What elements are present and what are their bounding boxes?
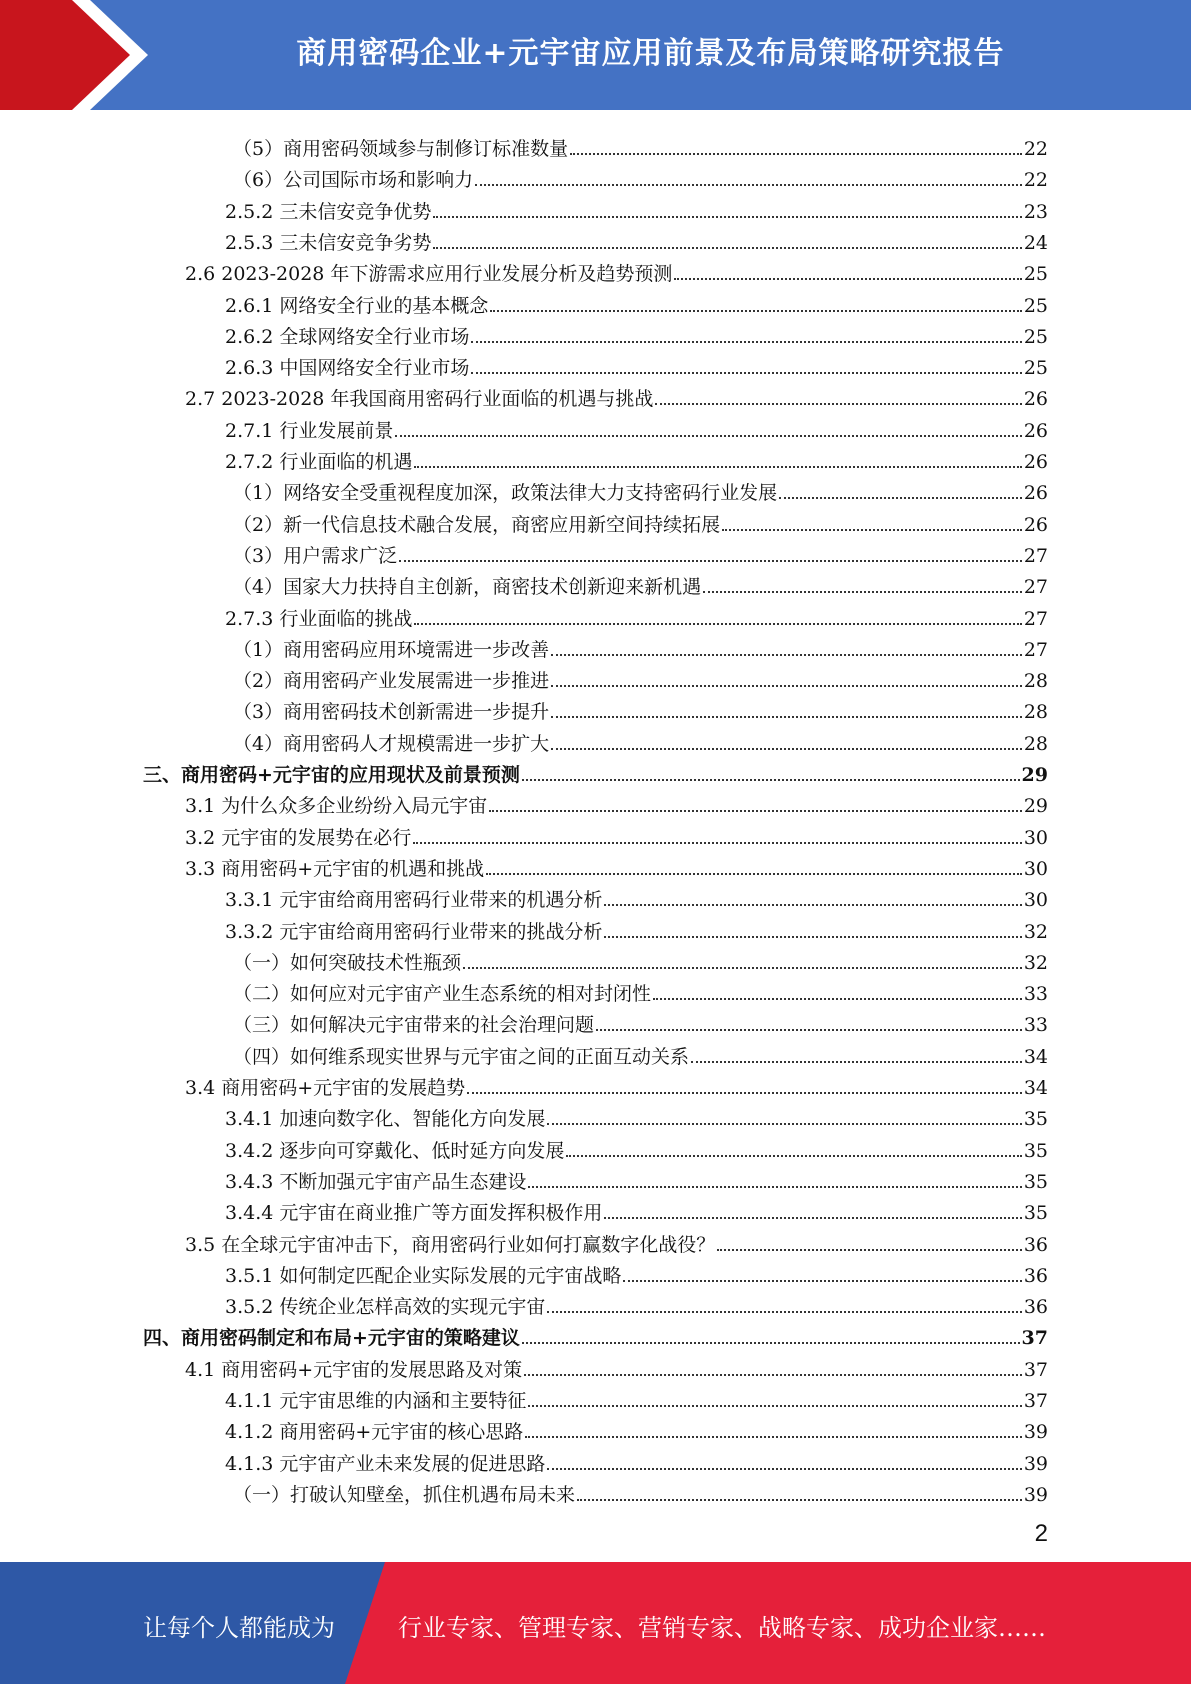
toc-dot-leader [471,372,1021,374]
toc-entry-page: 27 [1023,544,1048,567]
toc-entry[interactable] [225,348,1048,379]
toc-entry-label: 三、商用密码+元宇宙的应用现状及前景预测 [143,764,520,786]
toc-entry-page: 29 [1021,764,1048,786]
toc-dot-leader [528,1405,1021,1407]
toc-entry-label: （三）如何解决元宇宙带来的社会治理问题 [233,1014,595,1037]
toc-entry-page: 22 [1023,169,1048,192]
toc-dot-leader [433,216,1021,218]
toc-dot-leader [551,748,1022,750]
toc-entry-page: 37 [1021,1327,1048,1350]
toc-entry[interactable] [225,192,1048,223]
toc-entry[interactable] [233,1005,1048,1036]
toc-dot-leader [486,873,1022,875]
toc-dot-leader [604,904,1021,906]
toc-entry-label: （一）如何突破技术性瓶颈 [233,951,462,974]
toc-entry[interactable] [233,505,1048,536]
toc-dot-leader [547,1311,1021,1313]
toc-entry[interactable] [233,160,1048,191]
toc-entry[interactable] [185,254,1048,285]
toc-entry-label: （2）新一代信息技术融合发展，商密应用新空间持续拓展 [233,513,721,536]
toc-entry-label: （1）商用密码应用环境需进一步改善 [233,638,550,661]
toc-entry-page: 26 [1023,419,1048,442]
toc-entry-label: 3.1 为什么众多企业纷纷入局元宇宙 [185,795,488,818]
toc-entry-label: （1）网络安全受重视程度加深，政策法律大力支持密码行业发展 [233,482,778,505]
toc-dot-leader [433,247,1021,249]
toc-entry-page: 28 [1023,701,1048,724]
toc-entry[interactable] [225,317,1048,348]
page-number: 2 [1034,1520,1048,1547]
toc-dot-leader [623,1280,1021,1282]
toc-entry-page: 25 [1023,294,1048,317]
toc-entry[interactable] [185,849,1048,880]
toc-dot-leader [489,810,1022,812]
toc-dot-leader [490,310,1021,312]
toc-dot-leader [463,967,1022,969]
toc-entry[interactable] [185,818,1048,849]
toc-entry-label: （3）商用密码技术创新需进一步提升 [233,701,550,724]
toc-entry-page: 28 [1023,732,1048,755]
footer-expert-list: 行业专家、管理专家、营销专家、战略专家、成功企业家…… [398,1614,1046,1642]
toc-entry[interactable] [185,1225,1048,1256]
toc-entry-label: 2.7.1 行业发展前景 [225,419,394,442]
toc-entry[interactable] [143,1318,1048,1349]
toc-entry-label: 4.1.3 元宇宙产业未来发展的促进思路 [225,1452,546,1475]
toc-entry-page: 30 [1023,826,1048,849]
toc-entry[interactable] [225,1131,1048,1162]
toc-entry[interactable] [233,661,1048,692]
toc-entry[interactable] [225,1287,1048,1318]
toc-entry-label: 2.7.2 行业面临的机遇 [225,451,413,473]
toc-dot-leader [522,1342,1020,1344]
page-footer [0,1562,1191,1684]
page-header [0,0,1191,110]
toc-entry[interactable] [225,442,1048,473]
toc-entry-page: 25 [1023,357,1048,380]
toc-entry-label: （4）商用密码人才规模需进一步扩大 [233,732,550,755]
toc-dot-leader [475,184,1022,186]
toc-entry-label: 3.4.4 元宇宙在商业推广等方面发挥积极作用 [225,1202,603,1225]
toc-entry[interactable] [225,1381,1048,1412]
toc-dot-leader [522,779,1020,781]
toc-entry[interactable] [233,974,1048,1005]
toc-entry[interactable] [225,411,1048,442]
toc-dot-leader [674,278,1021,280]
toc-entry-page: 33 [1023,983,1048,1006]
toc-dot-leader [547,1468,1021,1470]
toc-entry-page: 36 [1023,1233,1048,1256]
toc-entry[interactable] [225,1193,1048,1224]
toc-entry-label: 3.2 元宇宙的发展势在必行 [185,826,412,849]
toc-entry-page: 27 [1023,576,1048,599]
toc-dot-leader [524,1374,1022,1376]
toc-entry-label: 2.6.3 中国网络安全行业市场 [225,357,470,380]
toc-entry-label: 3.5.2 传统企业怎样高效的实现元宇宙 [225,1296,546,1319]
toc-dot-leader [655,403,1021,405]
toc-entry-page: 36 [1023,1296,1048,1319]
toc-entry-label: 四、商用密码制定和布局+元宇宙的策略建议 [143,1327,520,1350]
toc-entry-label: （一）打破认知壁垒，抓住机遇布局未来 [233,1483,576,1506]
toc-entry-page: 34 [1023,1045,1048,1068]
toc-entry[interactable] [185,786,1048,817]
toc-entry[interactable] [185,1350,1048,1381]
toc-entry-label: （2）商用密码产业发展需进一步推进 [233,670,550,693]
toc-dot-leader [577,1499,1022,1501]
toc-dot-leader [547,1123,1021,1125]
toc-entry-label: 2.5.3 三未信安竞争劣势 [225,231,432,254]
toc-entry-page: 35 [1023,1170,1048,1193]
toc-entry[interactable] [233,1475,1048,1506]
toc-entry[interactable] [225,880,1048,911]
toc-entry[interactable] [225,223,1048,254]
toc-entry-page: 32 [1023,920,1048,943]
toc-entry[interactable] [233,692,1048,723]
toc-entry-page: 26 [1023,513,1048,536]
toc-entry-label: （四）如何维系现实世界与元宇宙之间的正面互动关系 [233,1045,690,1068]
toc-entry-page: 35 [1023,1202,1048,1225]
toc-entry-label: （5）商用密码领域参与制修订标准数量 [233,138,569,160]
toc-entry-label: （二）如何应对元宇宙产业生态系统的相对封闭性 [233,983,652,1006]
toc-dot-leader [570,153,1022,155]
toc-dot-leader [525,1436,1022,1438]
toc-dot-leader [551,716,1022,718]
toc-entry-page: 26 [1023,388,1048,411]
footer-slogan: 让每个人都能成为 [143,1614,335,1642]
toc-entry[interactable] [225,1412,1048,1443]
toc-dot-leader [722,529,1022,531]
toc-entry-page: 37 [1023,1358,1048,1381]
toc-entry[interactable] [233,724,1048,755]
toc-entry-page: 39 [1023,1483,1048,1506]
toc-dot-leader [414,466,1021,468]
toc-entry-page: 34 [1023,1077,1048,1099]
toc-entry[interactable] [225,912,1048,943]
toc-entry-page: 30 [1023,857,1048,880]
toc-dot-leader [395,435,1021,437]
toc-entry-label: 2.7.3 行业面临的挑战 [225,607,413,630]
toc-entry[interactable] [233,630,1048,661]
toc-entry[interactable] [225,1099,1048,1130]
toc-dot-leader [551,685,1022,687]
toc-entry[interactable] [185,1068,1048,1099]
toc-entry[interactable] [233,129,1048,160]
toc-entry-label: 2.6 2023-2028 年下游需求应用行业发展分析及趋势预测 [185,263,673,286]
toc-entry-label: 2.5.2 三未信安竞争优势 [225,200,432,223]
toc-entry-label: （3）用户需求广泛 [233,544,398,567]
document-title: 商用密码企业+元宇宙应用前景及布局策略研究报告 [296,36,1005,71]
toc-dot-leader [604,1217,1021,1219]
toc-entry-page: 33 [1023,1014,1048,1037]
toc-entry[interactable] [143,755,1048,786]
toc-entry-label: （4）国家大力扶持自主创新，商密技术创新迎来新机遇 [233,576,702,599]
toc-entry-label: 3.4.3 不断加强元宇宙产品生态建设 [225,1170,527,1193]
toc-entry-page: 35 [1023,1139,1048,1162]
toc-entry-page: 35 [1023,1108,1048,1131]
toc-entry[interactable] [225,286,1048,317]
toc-entry-label: 4.1 商用密码+元宇宙的发展思路及对策 [185,1358,523,1381]
toc-dot-leader [414,623,1021,625]
toc-entry-page: 22 [1023,138,1048,160]
toc-entry-label: 2.6.2 全球网络安全行业市场 [225,325,470,348]
toc-entry-page: 37 [1023,1390,1048,1412]
toc-entry-label: 3.3.2 元宇宙给商用密码行业带来的挑战分析 [225,920,603,943]
toc-entry[interactable] [225,1444,1048,1475]
toc-dot-leader [471,341,1021,343]
toc-entry[interactable] [233,473,1048,504]
toc-entry[interactable] [233,1037,1048,1068]
toc-entry[interactable] [233,943,1048,974]
toc-dot-leader [528,1186,1021,1188]
toc-entry-page: 23 [1023,200,1048,223]
toc-dot-leader [551,654,1022,656]
toc-entry[interactable] [225,1256,1048,1287]
toc-dot-leader [703,591,1022,593]
toc-entry-page: 29 [1023,795,1048,818]
toc-dot-leader [653,998,1022,1000]
toc-entry-page: 27 [1023,638,1048,661]
toc-entry-page: 25 [1023,263,1048,286]
toc-entry-label: （6）公司国际市场和影响力 [233,169,474,192]
toc-dot-leader [604,936,1021,938]
toc-dot-leader [566,1155,1021,1157]
toc-entry-page: 28 [1023,670,1048,693]
toc-dot-leader [413,842,1022,844]
toc-entry-label: 4.1.1 元宇宙思维的内涵和主要特征 [225,1390,527,1412]
toc-entry-label: 4.1.2 商用密码+元宇宙的核心思路 [225,1421,524,1444]
toc-entry-page: 24 [1023,231,1048,254]
toc-entry-page: 39 [1023,1452,1048,1475]
toc-dot-leader [691,1061,1022,1063]
toc-entry-label: 2.7 2023-2028 年我国商用密码行业面临的机遇与挑战 [185,388,654,411]
toc-entry-label: 3.5 在全球元宇宙冲击下，商用密码行业如何打赢数字化战役？ [185,1233,716,1256]
toc-entry[interactable] [185,379,1048,410]
toc-entry-label: 2.6.1 网络安全行业的基本概念 [225,294,489,317]
toc-dot-leader [596,1029,1022,1031]
toc-entry-page: 25 [1023,325,1048,348]
toc-entry-label: 3.4 商用密码+元宇宙的发展趋势 [185,1077,466,1099]
toc-entry-page: 39 [1023,1421,1048,1444]
toc-dot-leader [399,560,1022,562]
toc-entry-page: 27 [1023,607,1048,630]
toc-entry-page: 30 [1023,889,1048,912]
toc-entry[interactable] [225,599,1048,630]
toc-entry-page: 26 [1023,482,1048,505]
toc-entry[interactable] [225,1162,1048,1193]
toc-entry-label: 3.3.1 元宇宙给商用密码行业带来的机遇分析 [225,889,603,912]
toc-dot-leader [467,1092,1022,1094]
toc-entry-label: 3.4.1 加速向数字化、智能化方向发展 [225,1108,546,1131]
toc-entry[interactable] [233,567,1048,598]
toc-entry-label: 3.3 商用密码+元宇宙的机遇和挑战 [185,857,485,880]
toc-entry-page: 26 [1023,451,1048,473]
toc-entry-label: 3.4.2 逐步向可穿戴化、低时延方向发展 [225,1139,565,1162]
toc-entry-label: 3.5.1 如何制定匹配企业实际发展的元宇宙战略 [225,1264,622,1287]
toc-entry-page: 36 [1023,1264,1048,1287]
toc-entry-page: 32 [1023,951,1048,974]
toc-entry[interactable] [233,536,1048,567]
toc-dot-leader [779,497,1022,499]
toc-dot-leader [717,1249,1022,1251]
